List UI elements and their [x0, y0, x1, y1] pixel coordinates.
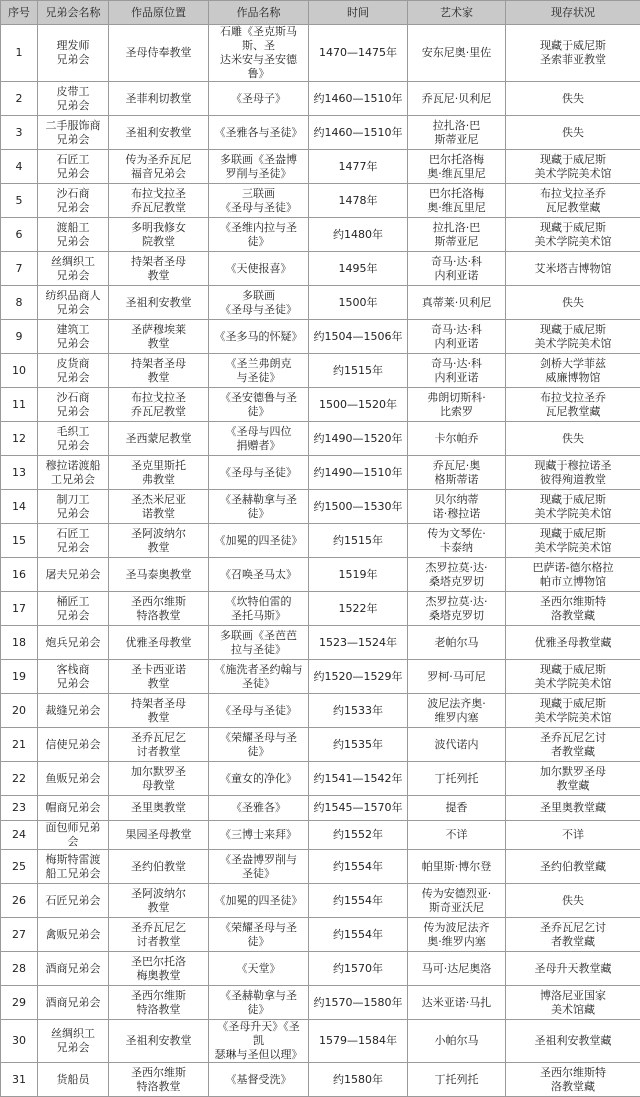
table-row [1, 592, 640, 626]
cell-index: 26 [1, 884, 38, 918]
cell-guild-name: 信使兄弟会 [38, 728, 109, 762]
cell-artist: 小帕尔马 [408, 1020, 506, 1063]
cell-original-location: 圣杰米尼亚 诺教堂 [109, 490, 209, 524]
cell-original-location: 优雅圣母教堂 [109, 626, 209, 660]
cell-original-location: 布拉戈拉圣 乔瓦尼教堂 [109, 388, 209, 422]
cell-artist: 提香 [408, 796, 506, 821]
cell-work-title: 《圣兰弗朗克 与圣徒》 [209, 354, 309, 388]
cell-artist: 丁托列托 [408, 762, 506, 796]
cell-artist: 乔瓦尼·奥 格斯蒂诺 [408, 456, 506, 490]
cell-original-location: 布拉戈拉圣 乔瓦尼教堂 [109, 184, 209, 218]
cell-original-location: 圣西尔维斯 特洛教堂 [109, 1063, 209, 1097]
table-row [1, 82, 640, 116]
cell-guild-name: 制刀工 兄弟会 [38, 490, 109, 524]
cell-current-status: 剑桥大学菲兹 威廉博物馆 [506, 354, 640, 388]
table-row [1, 116, 640, 150]
cell-guild-name: 建筑工 兄弟会 [38, 320, 109, 354]
cell-current-status: 现藏于威尼斯 圣索菲亚教堂 [506, 25, 640, 82]
cell-index: 13 [1, 456, 38, 490]
cell-guild-name: 酒商兄弟会 [38, 952, 109, 986]
cell-date: 约1515年 [309, 354, 408, 388]
cell-index: 1 [1, 25, 38, 82]
cell-current-status: 优雅圣母教堂藏 [506, 626, 640, 660]
cell-work-title: 《圣母与四位 捐赠者》 [209, 422, 309, 456]
cell-artist: 贝尔纳蒂 诺·穆拉诺 [408, 490, 506, 524]
cell-original-location: 圣西尔维斯 特洛教堂 [109, 592, 209, 626]
cell-current-status: 圣乔瓦尼乞讨 者教堂藏 [506, 918, 640, 952]
cell-date: 约1490—1520年 [309, 422, 408, 456]
cell-date: 约1554年 [309, 850, 408, 884]
cell-date: 约1515年 [309, 524, 408, 558]
cell-original-location: 圣祖利安教堂 [109, 116, 209, 150]
cell-artist: 乔瓦尼·贝利尼 [408, 82, 506, 116]
cell-index: 12 [1, 422, 38, 456]
cell-guild-name: 沙石商 兄弟会 [38, 184, 109, 218]
cell-work-title: 《加冕的四圣徒》 [209, 524, 309, 558]
cell-index: 17 [1, 592, 38, 626]
cell-original-location: 加尔默罗圣 母教堂 [109, 762, 209, 796]
cell-date: 1519年 [309, 558, 408, 592]
cell-date: 约1533年 [309, 694, 408, 728]
cell-artist: 传为文琴佐· 卡泰纳 [408, 524, 506, 558]
cell-guild-name: 二手服饰商 兄弟会 [38, 116, 109, 150]
header-original-location: 作品原位置 [109, 1, 209, 25]
cell-current-status: 加尔默罗圣母 教堂藏 [506, 762, 640, 796]
cell-artist: 奇马·达·科 内利亚诺 [408, 354, 506, 388]
cell-artist: 卡尔帕乔 [408, 422, 506, 456]
cell-date: 约1520—1529年 [309, 660, 408, 694]
cell-index: 22 [1, 762, 38, 796]
table-row [1, 952, 640, 986]
cell-guild-name: 货船员 [38, 1063, 109, 1097]
cell-date: 约1554年 [309, 918, 408, 952]
cell-original-location: 圣阿波纳尔 教堂 [109, 524, 209, 558]
table-row [1, 25, 640, 82]
cell-current-status: 佚失 [506, 116, 640, 150]
cell-index: 28 [1, 952, 38, 986]
cell-current-status: 现藏于威尼斯 美术学院美术馆 [506, 490, 640, 524]
cell-artist: 传为安德烈亚· 斯奇亚沃尼 [408, 884, 506, 918]
table-row [1, 884, 640, 918]
cell-original-location: 圣西尔维斯 特洛教堂 [109, 986, 209, 1020]
cell-guild-name: 面包师兄弟会 [38, 821, 109, 850]
cell-current-status: 现藏于威尼斯 美术学院美术馆 [506, 218, 640, 252]
cell-index: 2 [1, 82, 38, 116]
cell-artist: 达米亚诺·马扎 [408, 986, 506, 1020]
cell-artist: 安东尼奥·里佐 [408, 25, 506, 82]
cell-guild-name: 理发师 兄弟会 [38, 25, 109, 82]
cell-guild-name: 桶匠工 兄弟会 [38, 592, 109, 626]
cell-date: 1495年 [309, 252, 408, 286]
cell-artist: 杰罗拉莫·达· 桑塔克罗切 [408, 558, 506, 592]
cell-original-location: 持架者圣母 教堂 [109, 354, 209, 388]
cell-date: 约1480年 [309, 218, 408, 252]
cell-date: 约1545—1570年 [309, 796, 408, 821]
cell-current-status: 现藏于威尼斯 美术学院美术馆 [506, 524, 640, 558]
cell-index: 25 [1, 850, 38, 884]
cell-current-status: 圣乔瓦尼乞讨 者教堂藏 [506, 728, 640, 762]
cell-current-status: 现藏于威尼斯 美术学院美术馆 [506, 150, 640, 184]
cell-date: 约1490—1510年 [309, 456, 408, 490]
cell-original-location: 圣约伯教堂 [109, 850, 209, 884]
cell-current-status: 巴萨诺-德尔格拉 帕市立博物馆 [506, 558, 640, 592]
cell-original-location: 传为圣乔瓦尼 福音兄弟会 [109, 150, 209, 184]
cell-artist: 巴尔托洛梅 奥·维瓦里尼 [408, 184, 506, 218]
cell-date: 1470—1475年 [309, 25, 408, 82]
cell-work-title: 《童女的净化》 [209, 762, 309, 796]
cell-work-title: 多联画《圣盎博 罗削与圣徒》 [209, 150, 309, 184]
cell-original-location: 圣阿波纳尔 教堂 [109, 884, 209, 918]
cell-current-status: 不详 [506, 821, 640, 850]
cell-guild-name: 屠夫兄弟会 [38, 558, 109, 592]
cell-artist: 杰罗拉莫·达· 桑塔克罗切 [408, 592, 506, 626]
table-row [1, 728, 640, 762]
cell-work-title: 多联画 《圣母与圣徒》 [209, 286, 309, 320]
cell-artist: 弗朗切斯科· 比索罗 [408, 388, 506, 422]
table-row [1, 1020, 640, 1063]
cell-date: 约1504—1506年 [309, 320, 408, 354]
table-row [1, 1063, 640, 1097]
cell-work-title: 多联画《圣芭芭 拉与圣徒》 [209, 626, 309, 660]
table-row [1, 150, 640, 184]
cell-work-title: 《圣母与圣徒》 [209, 694, 309, 728]
cell-original-location: 圣母侍奉教堂 [109, 25, 209, 82]
cell-work-title: 《天使报喜》 [209, 252, 309, 286]
cell-current-status: 现藏于威尼斯 美术学院美术馆 [506, 320, 640, 354]
table-row [1, 354, 640, 388]
cell-work-title: 《圣雅各与圣徒》 [209, 116, 309, 150]
header-work-title: 作品名称 [209, 1, 309, 25]
cell-guild-name: 毛织工 兄弟会 [38, 422, 109, 456]
cell-date: 1579—1584年 [309, 1020, 408, 1063]
cell-original-location: 持架者圣母 教堂 [109, 252, 209, 286]
cell-artist: 马可·达尼奥洛 [408, 952, 506, 986]
cell-guild-name: 渡船工 兄弟会 [38, 218, 109, 252]
cell-index: 18 [1, 626, 38, 660]
table-row [1, 490, 640, 524]
cell-date: 1477年 [309, 150, 408, 184]
cell-work-title: 《基督受洗》 [209, 1063, 309, 1097]
cell-index: 6 [1, 218, 38, 252]
cell-current-status: 博洛尼亚国家 美术馆藏 [506, 986, 640, 1020]
cell-guild-name: 石匠兄弟会 [38, 884, 109, 918]
cell-date: 约1535年 [309, 728, 408, 762]
cell-artist: 拉扎洛·巴 斯蒂亚尼 [408, 116, 506, 150]
cell-current-status: 现藏于穆拉诺圣 彼得殉道教堂 [506, 456, 640, 490]
cell-guild-name: 石匠工 兄弟会 [38, 524, 109, 558]
header-index: 序号 [1, 1, 38, 25]
cell-work-title: 《圣母升天》《圣凯 瑟琳与圣但以理》 [209, 1020, 309, 1063]
cell-guild-name: 梅斯特雷渡 船工兄弟会 [38, 850, 109, 884]
cell-date: 约1554年 [309, 884, 408, 918]
cell-date: 约1552年 [309, 821, 408, 850]
cell-date: 约1500—1530年 [309, 490, 408, 524]
cell-current-status: 圣祖利安教堂藏 [506, 1020, 640, 1063]
cell-current-status: 布拉戈拉圣乔 瓦尼教堂藏 [506, 388, 640, 422]
cell-artist: 罗柯·马可尼 [408, 660, 506, 694]
cell-work-title: 三联画 《圣母与圣徒》 [209, 184, 309, 218]
cell-work-title: 《加冕的四圣徒》 [209, 884, 309, 918]
cell-original-location: 圣萨穆埃莱 教堂 [109, 320, 209, 354]
cell-guild-name: 丝绸织工 兄弟会 [38, 252, 109, 286]
table-row [1, 286, 640, 320]
table-row [1, 918, 640, 952]
cell-index: 24 [1, 821, 38, 850]
table-row [1, 762, 640, 796]
cell-original-location: 圣西蒙尼教堂 [109, 422, 209, 456]
cell-original-location: 圣祖利安教堂 [109, 1020, 209, 1063]
cell-date: 约1541—1542年 [309, 762, 408, 796]
table-row [1, 422, 640, 456]
table-row [1, 850, 640, 884]
cell-guild-name: 沙石商 兄弟会 [38, 388, 109, 422]
cell-current-status: 布拉戈拉圣乔 瓦尼教堂藏 [506, 184, 640, 218]
cell-index: 8 [1, 286, 38, 320]
cell-work-title: 《圣安德鲁与圣徒》 [209, 388, 309, 422]
cell-date: 1478年 [309, 184, 408, 218]
cell-original-location: 圣乔瓦尼乞 讨者教堂 [109, 918, 209, 952]
cell-work-title: 《圣赫勒拿与圣徒》 [209, 986, 309, 1020]
cell-work-title: 《天堂》 [209, 952, 309, 986]
cell-guild-name: 帽商兄弟会 [38, 796, 109, 821]
cell-date: 1500年 [309, 286, 408, 320]
table-row [1, 986, 640, 1020]
cell-date: 约1570年 [309, 952, 408, 986]
cell-guild-name: 皮货商 兄弟会 [38, 354, 109, 388]
cell-current-status: 圣西尔维斯特 洛教堂藏 [506, 1063, 640, 1097]
table-row [1, 524, 640, 558]
cell-current-status: 圣里奥教堂藏 [506, 796, 640, 821]
header-current-status: 现存状况 [506, 1, 640, 25]
cell-date: 约1570—1580年 [309, 986, 408, 1020]
cell-current-status: 佚失 [506, 286, 640, 320]
table-row [1, 626, 640, 660]
table-row [1, 252, 640, 286]
cell-guild-name: 石匠工 兄弟会 [38, 150, 109, 184]
cell-original-location: 圣乔瓦尼乞 讨者教堂 [109, 728, 209, 762]
cell-guild-name: 穆拉诺渡船 工兄弟会 [38, 456, 109, 490]
cell-artist: 波尼法齐奥· 维罗内塞 [408, 694, 506, 728]
cell-work-title: 《圣多马的怀疑》 [209, 320, 309, 354]
cell-current-status: 现藏于威尼斯 美术学院美术馆 [506, 694, 640, 728]
cell-current-status: 圣约伯教堂藏 [506, 850, 640, 884]
cell-artist: 拉扎洛·巴 斯蒂亚尼 [408, 218, 506, 252]
cell-index: 5 [1, 184, 38, 218]
cell-artist: 帕里斯·博尔登 [408, 850, 506, 884]
cell-index: 29 [1, 986, 38, 1020]
table-header [1, 1, 640, 25]
cell-date: 约1580年 [309, 1063, 408, 1097]
cell-work-title: 《圣维内拉与圣徒》 [209, 218, 309, 252]
cell-work-title: 石雕《圣克斯马斯、圣 达米安与圣安德鲁》 [209, 25, 309, 82]
table-row [1, 456, 640, 490]
cell-work-title: 《荣耀圣母与圣徒》 [209, 918, 309, 952]
cell-work-title: 《荣耀圣母与圣徒》 [209, 728, 309, 762]
table-row [1, 184, 640, 218]
cell-work-title: 《圣母子》 [209, 82, 309, 116]
cell-work-title: 《圣赫勒拿与圣徒》 [209, 490, 309, 524]
cell-index: 30 [1, 1020, 38, 1063]
cell-original-location: 圣巴尔托洛 梅奥教堂 [109, 952, 209, 986]
cell-guild-name: 纺织品商人 兄弟会 [38, 286, 109, 320]
header-date: 时间 [309, 1, 408, 25]
cell-guild-name: 裁缝兄弟会 [38, 694, 109, 728]
table-row [1, 320, 640, 354]
cell-current-status: 艾米塔吉博物馆 [506, 252, 640, 286]
cell-artist: 奇马·达·科 内利亚诺 [408, 320, 506, 354]
cell-index: 23 [1, 796, 38, 821]
cell-original-location: 圣菲利切教堂 [109, 82, 209, 116]
cell-index: 31 [1, 1063, 38, 1097]
cell-artist: 波代诺内 [408, 728, 506, 762]
cell-artist: 奇马·达·科 内利亚诺 [408, 252, 506, 286]
cell-work-title: 《圣母与圣徒》 [209, 456, 309, 490]
cell-index: 10 [1, 354, 38, 388]
cell-index: 21 [1, 728, 38, 762]
cell-current-status: 佚失 [506, 884, 640, 918]
table-row [1, 388, 640, 422]
table-row [1, 694, 640, 728]
table-body [1, 25, 640, 1097]
header-guild-name: 兄弟会名称 [38, 1, 109, 25]
cell-guild-name: 禽贩兄弟会 [38, 918, 109, 952]
cell-index: 16 [1, 558, 38, 592]
table-row [1, 558, 640, 592]
table-row [1, 821, 640, 850]
cell-guild-name: 皮带工 兄弟会 [38, 82, 109, 116]
cell-current-status: 佚失 [506, 82, 640, 116]
cell-guild-name: 酒商兄弟会 [38, 986, 109, 1020]
cell-index: 3 [1, 116, 38, 150]
cell-artist: 丁托列托 [408, 1063, 506, 1097]
cell-artist: 传为波尼法齐 奥·维罗内塞 [408, 918, 506, 952]
cell-current-status: 现藏于威尼斯 美术学院美术馆 [506, 660, 640, 694]
table-row [1, 660, 640, 694]
cell-date: 1522年 [309, 592, 408, 626]
cell-artist: 老帕尔马 [408, 626, 506, 660]
cell-original-location: 持架者圣母 教堂 [109, 694, 209, 728]
cell-artist: 巴尔托洛梅 奥·维瓦里尼 [408, 150, 506, 184]
cell-date: 1500—1520年 [309, 388, 408, 422]
cell-current-status: 圣母升天教堂藏 [506, 952, 640, 986]
table-row [1, 218, 640, 252]
cell-guild-name: 鱼贩兄弟会 [38, 762, 109, 796]
cell-index: 4 [1, 150, 38, 184]
cell-index: 11 [1, 388, 38, 422]
cell-index: 7 [1, 252, 38, 286]
header-row [1, 1, 640, 25]
cell-date: 1523—1524年 [309, 626, 408, 660]
cell-guild-name: 炮兵兄弟会 [38, 626, 109, 660]
cell-original-location: 圣卡西亚诺 教堂 [109, 660, 209, 694]
cell-work-title: 《施洗者圣约翰与 圣徒》 [209, 660, 309, 694]
cell-index: 20 [1, 694, 38, 728]
cell-original-location: 果园圣母教堂 [109, 821, 209, 850]
cell-work-title: 《坎特伯雷的 圣托马斯》 [209, 592, 309, 626]
cell-index: 15 [1, 524, 38, 558]
table-row [1, 796, 640, 821]
cell-work-title: 《圣雅各》 [209, 796, 309, 821]
cell-artist: 真蒂莱·贝利尼 [408, 286, 506, 320]
cell-date: 约1460—1510年 [309, 116, 408, 150]
cell-current-status: 圣西尔维斯特 洛教堂藏 [506, 592, 640, 626]
cell-index: 9 [1, 320, 38, 354]
cell-original-location: 圣里奥教堂 [109, 796, 209, 821]
cell-artist: 不详 [408, 821, 506, 850]
cell-current-status: 佚失 [506, 422, 640, 456]
cell-original-location: 圣祖利安教堂 [109, 286, 209, 320]
cell-work-title: 《三博士来拜》 [209, 821, 309, 850]
cell-guild-name: 丝绸织工 兄弟会 [38, 1020, 109, 1063]
cell-index: 19 [1, 660, 38, 694]
cell-work-title: 《召唤圣马太》 [209, 558, 309, 592]
header-artist: 艺术家 [408, 1, 506, 25]
cell-original-location: 圣马泰奥教堂 [109, 558, 209, 592]
cell-original-location: 多明我修女 院教堂 [109, 218, 209, 252]
cell-work-title: 《圣盎博罗削与 圣徒》 [209, 850, 309, 884]
cell-original-location: 圣克里斯托 弗教堂 [109, 456, 209, 490]
cell-index: 14 [1, 490, 38, 524]
cell-guild-name: 客栈商 兄弟会 [38, 660, 109, 694]
cell-index: 27 [1, 918, 38, 952]
cell-date: 约1460—1510年 [309, 82, 408, 116]
